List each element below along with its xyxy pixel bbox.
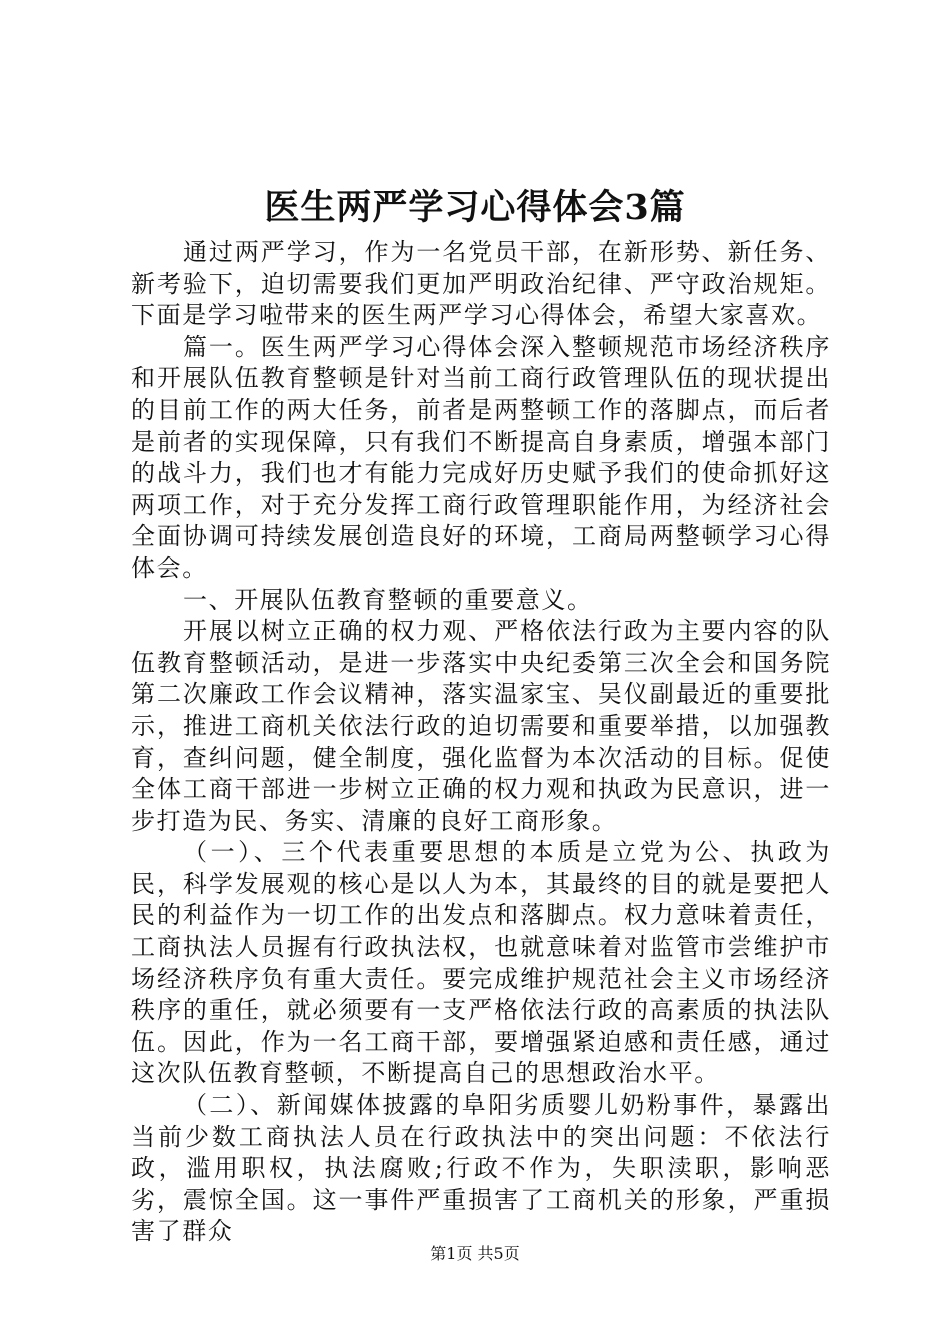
document-title: 医生两严学习心得体会3篇 xyxy=(264,187,686,228)
page-number-footer: 第1页 共5页 xyxy=(430,1244,520,1263)
paragraph-intro: 通过两严学习，作为一名党员干部，在新形势、新任务、新考验下，迫切需要我们更加严明政治纪律、严守政治规矩。下面是学习啦带来的医生两严学习心得体会，希望大家喜欢。 xyxy=(131,238,831,330)
paragraph-point-one: （一）、三个代表重要思想的本质是立党为公、执政为民，科学发展观的核心是以人为本，其最终的目的就是要把人民的利益作为一切工作的出发点和落脚点。权力意味着责任，工商执法人员握有行政执法权，也就意味着对监管市尝维护市场经济秩序负有重大责任。要完成维护规范社会主义市场经济秩序的重任，就必须要有一支严格依法行政的高素质的执法队伍。因此，作为一名工商干部，要增强紧迫感和责任感，通过这次队伍教育整顿，不断提高自己的思想政治水平。 xyxy=(131,838,831,1088)
paragraph-point-two: （二）、新闻媒体披露的阜阳劣质婴儿奶粉事件，暴露出当前少数工商执法人员在行政执法中的突出问题：不依法行政，滥用职权，执法腐败;行政不作为，失职渎职，影响恶劣，震惊全国。这一事件严重损害了工商机关的形象，严重损害了群众 xyxy=(131,1091,831,1246)
section-heading-significance: 一、开展队伍教育整顿的重要意义。 xyxy=(183,585,593,614)
paragraph-rectification-activity: 开展以树立正确的权力观、严格依法行政为主要内容的队伍教育整顿活动，是进一步落实中央纪委第三次全会和国务院第二次廉政工作会议精神，落实温家宝、吴仪副最近的重要批示，推进工商机关依法行政的迫切需要和重要举措，以加强教育，查纠问题，健全制度，强化监督为本次活动的目标。促使全体工商干部进一步树立正确的权力观和执政为民意识，进一步打造为民、务实、清廉的良好工商形象。 xyxy=(131,617,831,835)
document-body xyxy=(131,237,831,1248)
paragraph-part-one: 篇一。医生两严学习心得体会深入整顿规范市场经济秩序和开展队伍教育整顿是针对当前工商行政管理队伍的现状提出的目前工作的两大任务，前者是两整顿工作的落脚点，而后者是前者的实现保障，只有我们不断提高自身素质，增强本部门的战斗力，我们也才有能力完成好历史赋予我们的使命抓好这两项工作，对于充分发挥工商行政管理职能作用，为经济社会全面协调可持续发展创造良好的环境，工商局两整顿学习心得体会。 xyxy=(131,332,831,582)
